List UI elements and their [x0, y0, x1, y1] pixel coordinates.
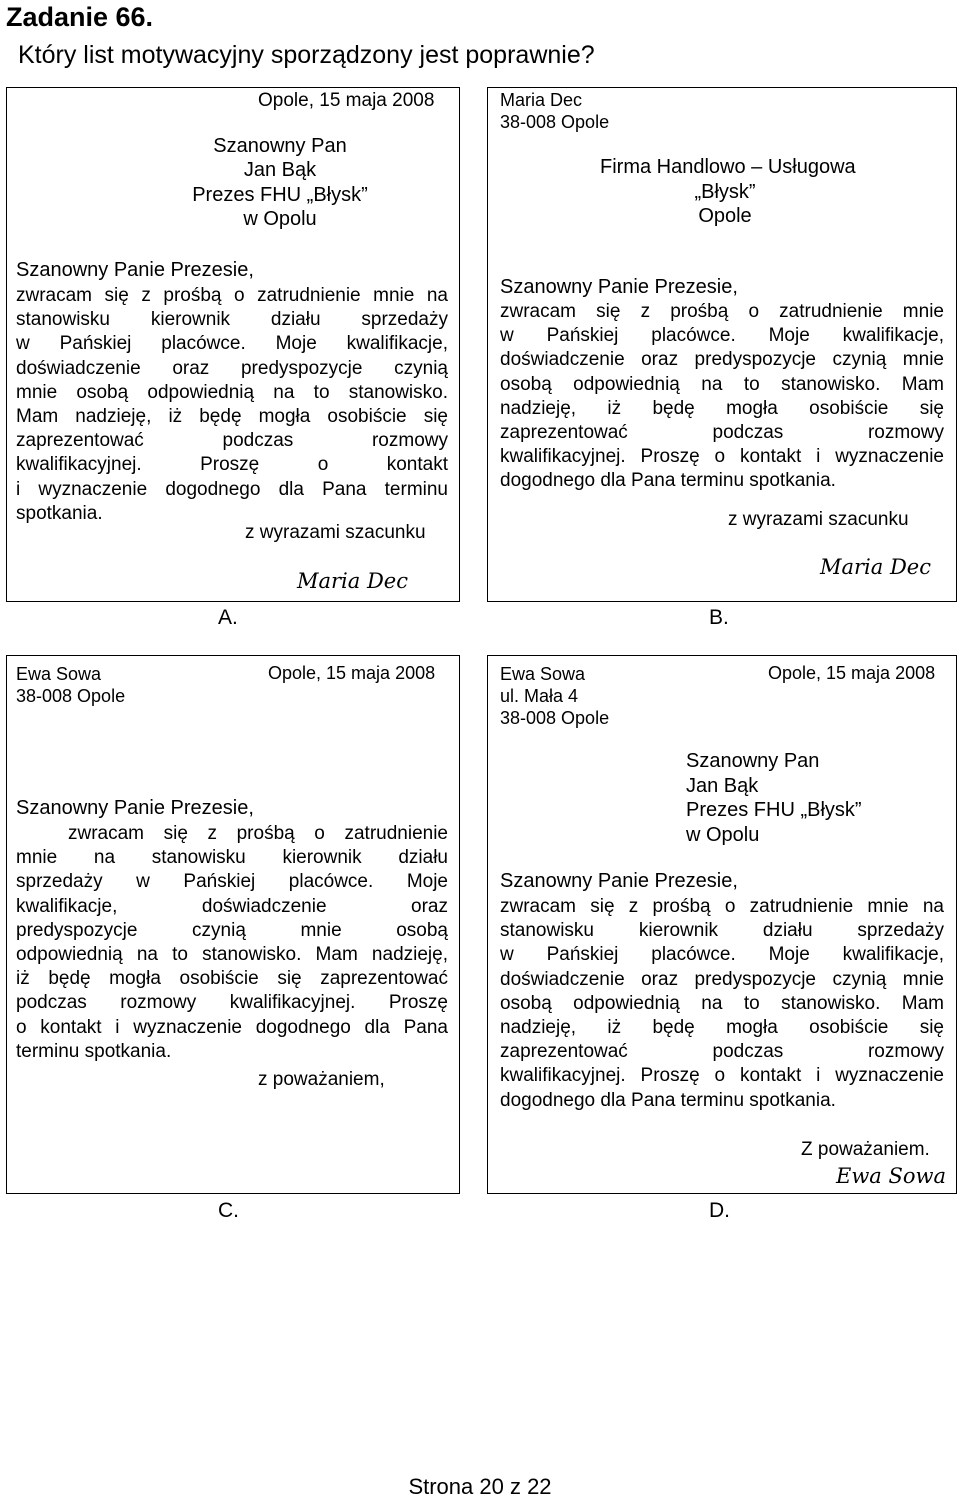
- letter-b-sender: [500, 90, 609, 133]
- letter-b-body-line: dogodnego dla Pana terminu spotkania.: [500, 470, 836, 492]
- letter-a-signature: Maria Dec: [297, 569, 408, 593]
- letter-c-body-line: predyspozycje czynią mnie osobą: [16, 919, 448, 941]
- page-footer: Strona 20 z 22: [408, 1474, 552, 1499]
- letter-a-recipient: [160, 134, 400, 232]
- task-title: Zadanie 66.: [6, 2, 154, 32]
- letter-a-closing: z wyrazami szacunku: [245, 522, 426, 543]
- letter-d-closing: Z poważaniem.: [801, 1139, 930, 1160]
- letter-d-sender-line: 38-008 Opole: [500, 708, 610, 728]
- letter-c-body-line: odpowiednią na to stanowisko. Mam nadzieję,: [16, 944, 448, 966]
- letter-a-body-line: mnie osobą odpowiednią na to stanowisko.: [16, 381, 448, 403]
- letter-a-recipient-line: Szanowny Pan: [213, 135, 347, 157]
- letter-a-salutation: Szanowny Panie Prezesie,: [16, 259, 254, 281]
- letter-c-body-line: zwracam się z prośbą o zatrudnienie: [68, 823, 448, 844]
- letter-b-body-line: w Pańskiej placówce. Moje kwalifikacje,: [500, 325, 944, 347]
- letter-c-body-line: o kontakt i wyznaczenie dogodnego dla Pana: [16, 1016, 448, 1038]
- letter-d-body-line: doświadczenie oraz predyspozycje czynią mnie: [500, 968, 944, 990]
- letter-d-signature: Ewa Sowa: [836, 1164, 947, 1188]
- letter-a-recipient-line: Prezes FHU „Błysk”: [192, 183, 368, 206]
- letter-c-label: C.: [218, 1199, 239, 1222]
- letter-d-recipient-line: Szanowny Pan: [686, 750, 820, 772]
- letter-d-salutation: Szanowny Panie Prezesie,: [500, 870, 738, 892]
- letter-a-body-line: kwalifikacyjnej. Proszę o kontakt: [16, 454, 448, 476]
- letter-d-body-line: w Pańskiej placówce. Moje kwalifikacje,: [500, 944, 944, 966]
- letter-b-sender-line: 38-008 Opole: [500, 111, 610, 132]
- letter-d-body-line: osobą odpowiednią na to stanowisko. Mam: [500, 992, 944, 1014]
- letter-a-place-date: Opole, 15 maja 2008: [258, 90, 435, 111]
- letter-d-body-line: zaprezentować podczas rozmowy: [500, 1041, 944, 1063]
- letter-b-body-line: osobą odpowiednią na to stanowisko. Mam: [500, 373, 944, 395]
- letter-d-sender-line: Ewa Sowa: [500, 664, 586, 684]
- letter-d-sender: [500, 663, 609, 729]
- letter-c-body-line: sprzedaży w Pańskiej placówce. Moje: [16, 871, 448, 893]
- letter-c-body-line: kwalifikacje, doświadczenie oraz: [16, 895, 448, 917]
- letter-c-salutation: Szanowny Panie Prezesie,: [16, 797, 254, 819]
- letter-d-label: D.: [709, 1199, 730, 1222]
- letter-d-body-line: dogodnego dla Pana terminu spotkania.: [500, 1089, 836, 1111]
- letter-b-salutation: Szanowny Panie Prezesie,: [500, 276, 738, 298]
- letter-b-signature: Maria Dec: [820, 555, 931, 579]
- letter-b-recipient-line: Firma Handlowo – Usługowa: [600, 156, 856, 178]
- letter-c-body-line: iż będę mogła osobiście się zaprezentować: [16, 968, 448, 990]
- letter-a-body-line: stanowisku kierownik działu sprzedaży: [16, 309, 448, 331]
- letter-c-body-line: mnie na stanowisku kierownik działu: [16, 847, 448, 869]
- letter-d-recipient-line: w Opolu: [686, 823, 760, 846]
- letter-c-sender: [16, 663, 125, 707]
- letter-a-body-line: zwracam się z prośbą o zatrudnienie mnie na: [16, 285, 448, 306]
- letter-a-label: A.: [218, 606, 238, 629]
- letter-d-body-line: kwalifikacyjnej. Proszę o kontakt i wyznaczenie: [500, 1065, 944, 1087]
- letter-c-body: [16, 822, 448, 1064]
- letter-a-body: [16, 284, 448, 526]
- letter-c-sender-line: Ewa Sowa: [16, 664, 102, 684]
- letter-c-closing: z poważaniem,: [258, 1069, 385, 1090]
- letter-d-sender-line: ul. Mała 4: [500, 686, 579, 706]
- letter-c-place-date: Opole, 15 maja 2008: [268, 663, 436, 683]
- letter-b-body-line: zwracam się z prośbą o zatrudnienie mnie: [500, 301, 944, 322]
- letter-a-body-line: doświadczenie oraz predyspozycje czynią: [16, 357, 448, 379]
- letter-b-body: [500, 300, 944, 494]
- letter-b-body-line: kwalifikacyjnej. Proszę o kontakt i wyznaczenie: [500, 446, 944, 468]
- letter-a-body-line: w Pańskiej placówce. Moje kwalifikacje,: [16, 333, 448, 355]
- letter-b-body-line: zaprezentować podczas rozmowy: [500, 422, 944, 444]
- task-question: Który list motywacyjny sporządzony jest poprawnie?: [18, 41, 595, 69]
- letter-d-recipient-line: Prezes FHU „Błysk”: [686, 799, 862, 821]
- letter-c-sender-line: 38-008 Opole: [16, 686, 126, 706]
- letter-b-closing: z wyrazami szacunku: [728, 509, 909, 530]
- letter-c-body-line: terminu spotkania.: [16, 1040, 172, 1062]
- letter-a-body-line: i wyznaczenie dogodnego dla Pana terminu: [16, 478, 448, 500]
- letter-d-recipient: [686, 749, 862, 847]
- letter-b-recipient: [600, 155, 856, 229]
- letter-d-body-line: zwracam się z prośbą o zatrudnienie mnie na: [500, 896, 944, 917]
- letter-a-body-line: spotkania.: [16, 502, 103, 524]
- letter-b-label: B.: [709, 606, 729, 629]
- letter-b-recipient-line: „Błysk”: [694, 180, 756, 203]
- letter-a-body-line: zaprezentować podczas rozmowy: [16, 430, 448, 452]
- letter-d-body: [500, 895, 944, 1113]
- letter-d-recipient-line: Jan Bąk: [686, 774, 759, 797]
- letter-d-body-line: stanowisku kierownik działu sprzedaży: [500, 920, 944, 942]
- letter-d-place-date: Opole, 15 maja 2008: [768, 663, 936, 683]
- letter-c-body-line: podczas rozmowy kwalifikacyjnej. Proszę: [16, 992, 448, 1014]
- letter-b-sender-line: Maria Dec: [500, 90, 583, 110]
- letter-a-recipient-line: Jan Bąk: [243, 159, 317, 182]
- letter-b-body-line: nadzieję, iż będę mogła osobiście się: [500, 397, 944, 419]
- letter-b-recipient-line: Opole: [698, 205, 752, 227]
- letter-d-body-line: nadzieję, iż będę mogła osobiście się: [500, 1017, 944, 1039]
- letter-b-body-line: doświadczenie oraz predyspozycje czynią mnie: [500, 349, 944, 371]
- letter-a-recipient-line: w Opolu: [243, 208, 317, 231]
- letter-a-body-line: Mam nadzieję, iż będę mogła osobiście się: [16, 406, 448, 428]
